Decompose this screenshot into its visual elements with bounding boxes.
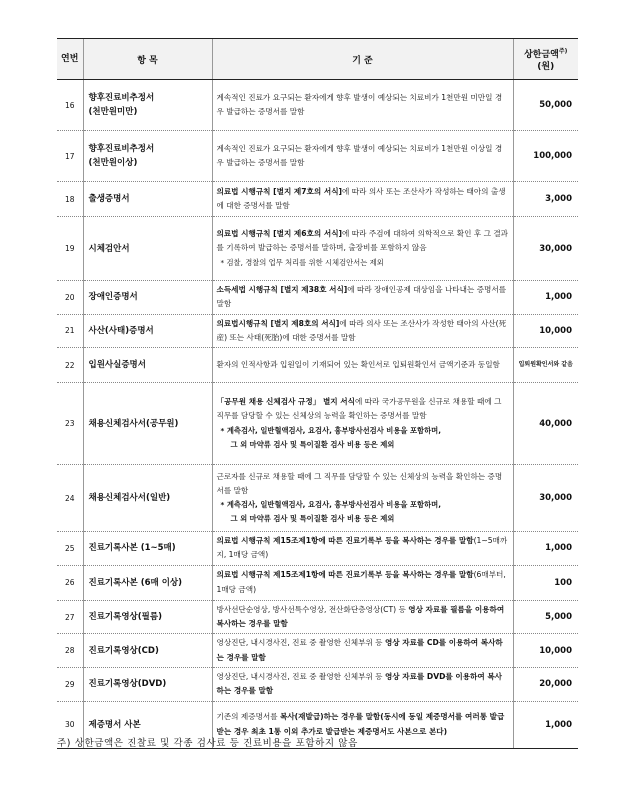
criteria-text [217,227,509,256]
criteria-segment: 의료법 시행규칙 제15조제1항에 따른 진료기록부 등을 복사하는 경우를 말함 [216,570,474,580]
criteria-segment: 영상 자료를 CD를 이용하여 복사하는 경우를 말함 [216,638,503,662]
table-row [57,348,578,383]
criteria-text [217,185,509,214]
row-limit-amount: 10,000 [513,314,578,348]
row-item [83,217,212,281]
row-item-line: 채용신체검사서(공무원) [88,418,179,429]
criteria-segment: (6매부터, 1매당 금액) [216,570,506,594]
row-criteria [212,465,513,532]
criteria-segment: 에 따라 장애인공제 대상임을 나타내는 증명서를 말함 [216,285,507,309]
table-row [57,465,578,532]
table-row [57,565,578,600]
table-row [57,314,578,348]
row-limit-amount: 입퇴원확인서와 같음 [513,348,578,383]
table-row [57,217,578,281]
criteria-segment: 환자의 인적사항과 입원일이 기재되어 있는 확인서로 입퇴원확인서 금액기준과 동일함 [216,360,500,370]
row-criteria [212,131,513,182]
row-item [83,348,212,383]
criteria-segment: 기존의 제증명서를 [216,712,281,722]
criteria-note: * 계측검사, 일반혈액검사, 요검사, 흉부방사선검사 비용을 포함하며, [220,500,441,510]
row-item [83,314,212,348]
row-item [83,532,212,566]
row-number: 18 [57,182,83,217]
row-number: 28 [57,634,83,668]
criteria-segment: 영상 자료를 필름을 이용하여 복사하는 경우를 말함 [216,604,505,629]
row-item-line: 진료기록영상(CD) [88,645,159,656]
row-criteria [212,80,513,131]
criteria-text [217,91,509,120]
criteria-text [217,670,509,699]
row-item-line: 출생증명서 [88,194,130,204]
criteria-text [217,568,509,597]
row-criteria [212,182,513,217]
table-row [57,281,578,315]
row-item-line: 시체검안서 [88,243,130,254]
row-item-line: 진료기록사본 (6매 이상) [88,577,183,588]
footnote: 주) 상한금액은 진찰료 및 각종 검사료 등 진료비용을 포함하지 않음 [57,738,358,749]
table-row [57,80,578,131]
row-number: 29 [57,667,83,701]
row-item-line: 진료기록영상(DVD) [88,679,167,690]
row-item-line: 제증명서 사본 [88,719,141,730]
table-row [57,383,578,465]
row-limit-amount: 1,000 [513,532,578,566]
row-limit-amount: 30,000 [513,217,578,281]
criteria-segment: 의료법 시행규칙 [별지 제6호의 서식] [216,229,342,239]
criteria-segment: 복사(재발급)하는 경우를 말함(동시에 동일 제증명서를 여러통 발급받는 경우 최초 1통 이외 추가로 발급받는 제증명서도 사본으로 본다) [216,712,505,736]
row-number: 23 [57,383,83,465]
criteria-text [217,395,509,424]
criteria-segment: 근로자를 신규로 채용할 때에 그 직무를 담당할 수 있는 신체상의 능력을 확인하는 증명서를 말함 [216,471,503,495]
row-number: 26 [57,565,83,600]
header-item: 항 목 [83,39,212,80]
row-item-line: 향후진료비추정서 [88,93,155,103]
row-number: 30 [57,701,83,748]
row-item-line: 진료기록영상(필름) [88,612,162,623]
row-criteria [212,565,513,600]
criteria-text [217,317,509,346]
row-limit-amount: 40,000 [513,383,578,465]
criteria-note: 그 외 마약류 검사 및 특이질환 검사 비용 등은 제외 [230,439,395,449]
row-item-line: 입원사실증명서 [88,360,146,371]
criteria-text [217,470,509,499]
row-item-line: 채용신체검사서(일반) [88,493,171,504]
row-item [83,667,212,701]
row-item-line: 사산(사태)증명서 [88,325,154,336]
criteria-text [217,636,509,665]
criteria-segment: 의료법시행규칙 [별지 제8호의 서식] [216,318,340,328]
row-item [83,565,212,600]
criteria-segment: 의료법 시행규칙 [별지 제7호의 서식] [216,186,342,196]
criteria-segment: 의료법 시행규칙 제15조제1항에 따른 진료기록부 등을 복사하는 경우를 말함 [216,536,474,546]
row-limit-amount: 100,000 [513,131,578,182]
criteria-segment: 계속적인 진료가 요구되는 환자에게 향후 발생이 예상되는 치료비가 1천만원 미만일 경우 발급하는 증명서를 말함 [216,92,503,116]
row-criteria [212,217,513,281]
row-item-line: (천만원미만) [88,107,138,117]
row-limit-amount: 30,000 [513,465,578,532]
row-number: 22 [57,348,83,383]
criteria-text [217,603,509,632]
table-row [57,600,578,634]
criteria-segment: 영상 자료를 DVD를 이용하여 복사하는 경우를 말함 [216,671,503,696]
row-limit-amount: 5,000 [513,600,578,634]
row-item-line: 진료기록사본 (1~5매) [88,543,176,554]
row-item [83,383,212,465]
header-criteria: 기 준 [212,39,513,80]
row-limit-amount: 100 [513,565,578,600]
fee-table-container [57,38,578,749]
criteria-segment: 「공무원 채용 신체검사 규정」 별지 서식 [216,397,355,407]
criteria-note: * 검찰, 경찰의 업무 처리를 위한 시체검안서는 제외 [220,257,384,267]
row-item [83,465,212,532]
criteria-segment: (1~5매까지, 1매당 금액) [216,536,508,560]
row-limit-amount: 50,000 [513,80,578,131]
criteria-text [217,283,509,312]
row-criteria [212,667,513,701]
row-number: 24 [57,465,83,532]
criteria-text [217,358,509,372]
table-row [57,634,578,668]
criteria-segment: 에 따라 의사 또는 조산사가 작성한 태아의 사산(死産) 또는 사태(死胎)에 대한 증명서를 말함 [216,318,507,342]
row-limit-amount: 10,000 [513,634,578,668]
row-item [83,600,212,634]
row-number: 19 [57,217,83,281]
row-item [83,131,212,182]
criteria-note: * 계측검사, 일반혈액검사, 요검사, 흉부방사선검사 비용을 포함하며, [220,425,441,435]
criteria-segment: 계속적인 진료가 요구되는 환자에게 향후 발생이 예상되는 치료비가 1천만원 이상일 경우 발급하는 증명서를 말함 [216,143,503,167]
row-item [83,80,212,131]
criteria-segment: 에 따라 주검에 대하여 의학적으로 확인 후 그 결과를 기록하여 발급하는 증명서를 말하며, 출장비를 포함하지 않음 [216,229,509,253]
row-item-line: 향후진료비추정서 [88,144,155,154]
row-item-line: 장애인증명서 [88,292,138,303]
criteria-segment: 소득세법 시행규칙 [별지 제38호 서식] [216,285,348,294]
row-item [83,634,212,668]
criteria-segment: 에 따라 국가공무원을 신규로 채용할 때에 그 직무를 담당할 수 있는 신체상의 능력을 확인하는 증명서를 말함 [216,397,502,421]
row-criteria [212,383,513,465]
criteria-note: 그 외 마약류 검사 및 특이질환 검사 비용 등은 제외 [230,514,395,524]
row-limit-amount: 1,000 [513,281,578,315]
row-item-line: (천만원이상) [88,158,138,168]
criteria-segment: 방사선단순영상, 방사선특수영상, 전산화단층영상(CT) 등 [216,604,409,614]
row-item [83,281,212,315]
row-criteria [212,634,513,668]
row-criteria [212,314,513,348]
criteria-segment: 영상진단, 내시경사진, 진료 중 촬영한 신체부위 등 [216,671,385,681]
criteria-text [217,534,509,563]
certificate-fee-table [57,38,578,749]
criteria-text [217,142,509,171]
row-limit-amount: 3,000 [513,182,578,217]
row-number: 17 [57,131,83,182]
row-criteria [212,348,513,383]
row-criteria [212,532,513,566]
table-row [57,182,578,217]
table-row [57,667,578,701]
row-limit-amount: 20,000 [513,667,578,701]
row-criteria [212,600,513,634]
table-row [57,131,578,182]
row-number: 16 [57,80,83,131]
criteria-segment: 에 따라 의사 또는 조산사가 작성하는 태아의 출생에 대한 증명서를 말함 [216,186,506,210]
row-number: 27 [57,600,83,634]
row-criteria [212,281,513,315]
table-header-row [57,39,578,80]
criteria-segment: 영상진단, 내시경사진, 진료 중 촬영한 신체부위 등 [216,638,385,648]
row-number: 21 [57,314,83,348]
header-no: 연번 [57,39,83,80]
row-number: 25 [57,532,83,566]
row-item [83,182,212,217]
table-row [57,532,578,566]
row-limit-amount: 1,000 [513,701,578,748]
row-number: 20 [57,281,83,315]
header-limit: 상한금액$^{주)}$ (원) [513,39,578,80]
